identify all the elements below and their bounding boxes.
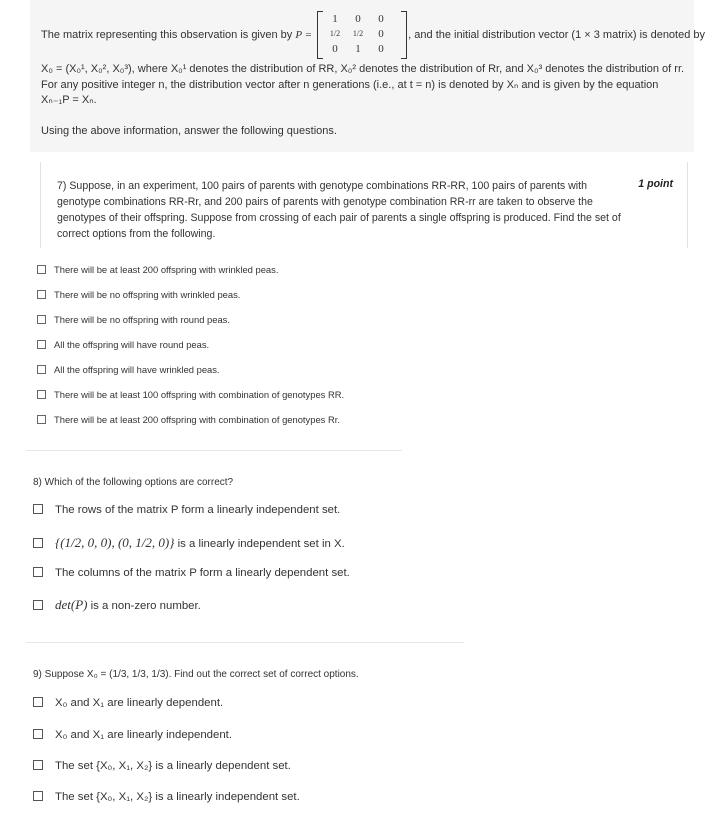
divider [26, 642, 464, 643]
option-label: There will be at least 200 offspring with combination of genotypes Rr. [54, 414, 340, 425]
matrix-cell: 0 [378, 43, 384, 55]
intro-suffix: , and the initial distribution vector (1 × 3 matrix) is denoted by [408, 29, 705, 41]
matrix-cell: 1 [332, 13, 338, 25]
q9-option-2[interactable] [33, 729, 232, 741]
checkbox[interactable] [33, 600, 43, 610]
distribution-description: X₀ = (X₀¹, X₀², X₀³), where X₀¹ denotes the distribution of RR, X₀² denotes the distribution of Rr, and X₀³ denotes the distribution of rr. For any positive integer n, the distribution vector after n generations (i.e., at t = n) is denoted by Xₙ and is given by the equation Xₙ₋₁P = Xₙ. [41, 63, 685, 106]
option-label: is a linearly independent set in X. [174, 538, 345, 550]
q8-option-2[interactable] [33, 535, 345, 551]
matrix-cell: 1/2 [329, 29, 341, 38]
matrix-left-bracket [317, 11, 323, 59]
option-label: The rows of the matrix P form a linearly independent set. [55, 504, 341, 516]
option-label: All the offspring will have round peas. [54, 339, 210, 350]
checkbox[interactable] [33, 760, 43, 770]
q7-option-6[interactable] [37, 389, 344, 400]
option-label: The columns of the matrix P form a linearly dependent set. [55, 567, 350, 579]
q7-option-5[interactable] [37, 364, 220, 375]
checkbox[interactable] [37, 290, 46, 299]
option-label: There will be no offspring with round peas. [54, 314, 230, 325]
q7-option-1[interactable] [37, 264, 278, 275]
checkbox[interactable] [37, 265, 46, 274]
option-label: There will be at least 200 offspring with wrinkled peas. [54, 264, 279, 275]
checkbox[interactable] [37, 390, 46, 399]
q8-option-1[interactable] [33, 504, 340, 516]
q7-option-2[interactable] [37, 289, 240, 300]
question-9-title: 9) Suppose X₀ = (1/3, 1/3, 1/3). Find out the correct set of correct options. [33, 669, 359, 680]
matrix-cell: 0 [355, 13, 361, 25]
option-math: det(P) [55, 597, 88, 612]
question-7-text: 7) Suppose, in an experiment, 100 pairs of parents with genotype combinations RR-RR, 100 pairs of parents with genotype combinations RR-Rr, and 200 pairs of parents with genotype combination RR-rr are taken to observe the genotypes of their offspring. Suppose from crossing of each pair of parents a single offspring is produced. Find the set of correct options from the following. [57, 180, 621, 240]
q7-option-3[interactable] [37, 314, 230, 325]
option-math: {(1/2, 0, 0), (0, 1/2, 0)} [55, 535, 175, 550]
instructions-text: Using the above information, answer the following questions. [41, 125, 337, 137]
checkbox[interactable] [37, 315, 46, 324]
checkbox[interactable] [33, 538, 43, 548]
matrix-cell: 0 [332, 43, 338, 55]
q9-option-3[interactable] [33, 760, 291, 772]
checkbox[interactable] [37, 365, 46, 374]
checkbox[interactable] [33, 791, 43, 801]
matrix-cell: 0 [378, 28, 384, 40]
checkbox[interactable] [37, 340, 46, 349]
divider [26, 450, 402, 451]
option-label: is a non-zero number. [87, 600, 201, 612]
option-label: The set {X₀, X₁, X₂} is a linearly dependent set. [55, 760, 291, 772]
q9-option-4[interactable] [33, 791, 300, 803]
q7-option-4[interactable] [37, 339, 209, 350]
option-label: X₀ and X₁ are linearly dependent. [55, 697, 224, 709]
checkbox[interactable] [33, 729, 43, 739]
checkbox[interactable] [37, 415, 46, 424]
matrix-symbol: P = [295, 29, 313, 41]
question-7-card [40, 162, 688, 248]
q8-option-3[interactable] [33, 567, 350, 579]
intro-prefix: The matrix representing this observation is given by [41, 29, 296, 41]
q9-option-1[interactable] [33, 697, 223, 709]
option-label: The set {X₀, X₁, X₂} is a linearly independent set. [55, 791, 300, 803]
checkbox[interactable] [33, 697, 43, 707]
question-8-title: 8) Which of the following options are correct? [33, 477, 234, 488]
context-panel [30, 0, 705, 152]
option-label: All the offspring will have wrinkled peas. [54, 364, 220, 375]
matrix-cell: 1/2 [352, 29, 364, 38]
q7-option-7[interactable] [37, 414, 340, 425]
option-label: There will be at least 100 offspring with combination of genotypes RR. [54, 389, 345, 400]
checkbox[interactable] [33, 567, 43, 577]
matrix-cell: 1 [355, 43, 361, 55]
q8-option-4[interactable] [33, 597, 201, 613]
transition-matrix [317, 11, 407, 58]
option-label: X₀ and X₁ are linearly independent. [55, 729, 233, 741]
points-label: 1 point [638, 178, 673, 190]
option-label: There will be no offspring with wrinkled peas. [54, 289, 241, 300]
matrix-right-bracket [401, 11, 407, 59]
matrix-cell: 0 [378, 13, 384, 25]
checkbox[interactable] [33, 504, 43, 514]
